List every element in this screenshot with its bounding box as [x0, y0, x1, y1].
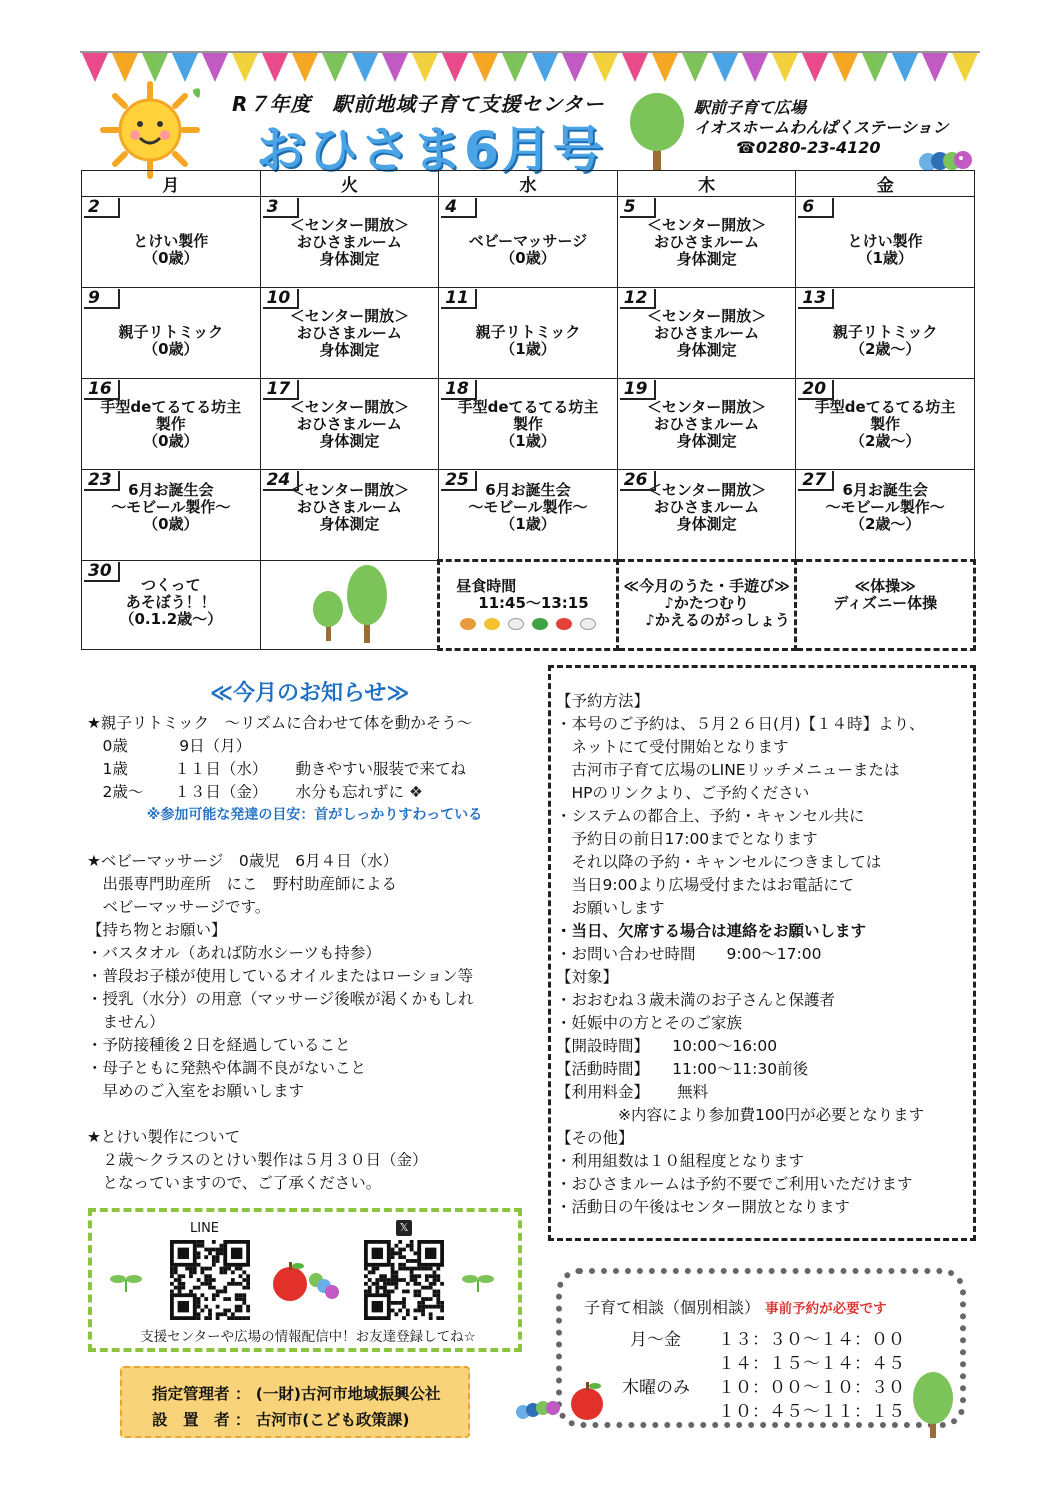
bunting-flag: [652, 53, 678, 82]
calendar-cell: [82, 197, 261, 288]
water-drop-icon: ❖: [408, 783, 423, 801]
event-line: 6月お誕生会: [128, 481, 214, 499]
bunting-flag: [802, 53, 828, 82]
day-number: 16: [84, 380, 120, 400]
event-line: 6月お誕生会: [485, 481, 571, 499]
day-number: 13: [798, 289, 834, 309]
food-icon: [484, 618, 500, 630]
event-line: ＜センター開放＞: [289, 398, 410, 416]
event-line: 製作: [155, 415, 186, 433]
massage-row: 出張専門助産所 にこ 野村助産師による: [87, 875, 398, 893]
rhythmic-row: 2歳～ １３日（金） 水分も忘れずに: [87, 783, 405, 801]
bunting-flag: [712, 53, 738, 82]
bunting-flag: [142, 53, 168, 82]
song-title: ≪今月のうた・手遊び≫: [623, 577, 790, 595]
consult-time: １０：００～１０：３０: [718, 1378, 905, 1398]
event-line: （0歳）: [143, 340, 199, 358]
tree-illustration: [908, 1370, 958, 1440]
event-line: ～モビール製作～: [468, 498, 588, 516]
song-item: ♪かたつむり: [664, 594, 749, 612]
bunting-flag: [112, 53, 138, 82]
calendar-cell: [260, 288, 439, 379]
event-line: おひさまルーム: [654, 324, 760, 342]
bunting-flag: [172, 53, 198, 82]
calendar-cell: [617, 288, 796, 379]
food-icon: [460, 618, 476, 630]
info-row: ・お問い合わせ時間 9:00～17:00: [556, 945, 822, 963]
notice-title: ≪今月のお知らせ≫: [210, 681, 410, 706]
bunting-flag: [562, 53, 588, 82]
calendar-cell: [439, 197, 618, 288]
bunting-flag: [412, 53, 438, 82]
info-row: ・利用組数は１０組程度となります: [556, 1152, 805, 1170]
event-line: ～モビール製作～: [825, 498, 945, 516]
event-line: ＜センター開放＞: [289, 307, 410, 325]
calendar-cell: [796, 288, 975, 379]
info-row: ・活動日の午後はセンター開放となります: [556, 1198, 850, 1216]
weekday-header: 水: [439, 171, 618, 197]
event-line: おひさまルーム: [654, 415, 760, 433]
massage-row: ません）: [87, 1013, 165, 1031]
caterpillar-illustration: [918, 148, 973, 172]
day-number: 24: [263, 471, 299, 491]
consult-time: １０：４５～１１：１５: [718, 1402, 905, 1422]
massage-row: ★ベビーマッサージ 0歳児 6月４日（水）: [87, 852, 399, 870]
event-line: （0歳）: [143, 515, 199, 533]
event-line: ＜センター開放＞: [289, 481, 410, 499]
massage-row: ベビーマッサージです。: [87, 898, 271, 916]
consult-thursday-label: 木曜のみ: [622, 1378, 690, 1398]
bunting-flag: [82, 53, 108, 82]
event-line: （0.1.2歳～）: [119, 610, 223, 628]
bunting-flag: [832, 53, 858, 82]
event-line: おひさまルーム: [654, 233, 760, 251]
rhythmic-title: ★親子リトミック ～リズムに合わせて体を動かそう～: [87, 714, 473, 732]
event-line: 身体測定: [676, 341, 737, 359]
event-line: とけい製作: [133, 232, 209, 250]
info-row: 【その他】: [556, 1129, 634, 1147]
event-line: とけい製作: [847, 232, 923, 250]
event-line: ＜センター開放＞: [646, 307, 767, 325]
info-row: 【利用料金】 無料: [556, 1083, 709, 1101]
event-line: （1歳）: [857, 249, 913, 267]
event-line: （2歳～）: [849, 432, 921, 450]
day-number: 11: [441, 289, 477, 309]
info-row: ・本号のご予約は、５月２６日(月)【１４時】より、: [556, 715, 925, 733]
clock-row: ★とけい製作について: [87, 1128, 241, 1146]
info-row: ※内容により参加費100円が必要となります: [556, 1106, 925, 1124]
bunting-flag: [202, 53, 228, 82]
day-number: 12: [620, 289, 656, 309]
sprout-icon: [104, 1270, 148, 1294]
event-line: （1歳）: [500, 340, 556, 358]
calendar-week-row: [82, 288, 975, 379]
bunting-flag: [772, 53, 798, 82]
event-line: ＜センター開放＞: [289, 216, 410, 234]
calendar-cell: [796, 470, 975, 561]
manager-row: 設 置 者 ： 古河市(こども政策課): [152, 1411, 410, 1429]
notice-section: [87, 712, 542, 1195]
song-item: ♪かえるのがっしょう: [645, 611, 790, 629]
day-number: 17: [263, 380, 299, 400]
event-line: おひさまルーム: [296, 233, 402, 251]
consultation-title: [584, 1295, 887, 1318]
calendar-cell: [260, 197, 439, 288]
calendar-table: [81, 170, 976, 651]
event-line: あそぼう！！: [125, 593, 216, 611]
day-number: 5: [620, 198, 656, 218]
day-number: 20: [798, 380, 834, 400]
calendar-cell: [82, 470, 261, 561]
trees-illustration: [294, 563, 404, 645]
bunting-flag: [442, 53, 468, 82]
event-line: 親子リトミック: [118, 323, 224, 341]
x-qr-code[interactable]: [364, 1240, 444, 1320]
bunting-flag: [892, 53, 918, 82]
event-line: おひさまルーム: [296, 324, 402, 342]
day-number: 3: [263, 198, 299, 218]
station-subname: イオスホームわんぱくステーション: [694, 118, 949, 137]
calendar-cell: [260, 379, 439, 470]
broccoli-icon: [532, 618, 548, 630]
event-line: 手型deてるてる坊主: [100, 398, 242, 416]
calendar-cell: [439, 470, 618, 561]
calendar-cell: [82, 561, 261, 650]
day-number: 2: [84, 198, 120, 218]
info-row: 古河市子育て広場のLINEリッチメニューまたは: [556, 761, 900, 779]
rhythmic-note: ※参加可能な発達の目安：首がしっかりすわっている: [146, 807, 483, 823]
massage-row: ・バスタオル（あれば防水シーツも持参）: [87, 944, 381, 962]
massage-row: ・予防接種後２日を経過していること: [87, 1036, 351, 1054]
event-line: 親子リトミック: [475, 323, 581, 341]
event-line: 身体測定: [319, 250, 380, 268]
info-row: 当日9:00より広場受付またはお電話にて: [556, 876, 855, 894]
event-line: 身体測定: [319, 341, 380, 359]
consult-time: １４：１５～１４：４５: [718, 1354, 905, 1374]
absence-note: ・当日、欠席する場合は連絡をお願いします: [556, 922, 867, 940]
food-icons: [440, 618, 616, 630]
calendar-cell: [439, 288, 618, 379]
rhythmic-row: 1歳 １１日（水） 動きやすい服装で来てね: [87, 760, 467, 778]
weekday-header: 火: [260, 171, 439, 197]
calendar-cell: [796, 197, 975, 288]
x-icon: 𝕏: [396, 1220, 412, 1236]
event-line: ＜センター開放＞: [646, 216, 767, 234]
info-row: ・妊娠中の方とそのご家族: [556, 1014, 743, 1032]
event-line: 身体測定: [676, 432, 737, 450]
event-line: 身体測定: [319, 432, 380, 450]
massage-row: ・普段お子様が使用しているオイルまたはローション等: [87, 967, 474, 985]
event-line: （2歳～）: [849, 515, 921, 533]
calendar-cell: [82, 379, 261, 470]
bunting-flag: [232, 53, 258, 82]
line-label: LINE: [190, 1221, 220, 1236]
rice-ball-icon: [580, 618, 596, 630]
event-line: おひさまルーム: [296, 415, 402, 433]
event-line: （2歳～）: [849, 340, 921, 358]
weekday-header: 金: [796, 171, 975, 197]
sprout-icon: [456, 1270, 500, 1294]
lunch-title: 昼食時間: [456, 577, 517, 595]
massage-row: ・授乳（水分）の用意（マッサージ後喉が渇くかもしれ: [87, 990, 474, 1008]
consult-time: １３：３０～１４：００: [718, 1330, 905, 1350]
calendar-week-row: [82, 379, 975, 470]
sun-illustration: [95, 80, 205, 180]
reservation-note: 事前予約が必要です: [765, 1301, 887, 1317]
header-subtitle: R７年度 駅前地域子育て支援センター: [232, 92, 605, 116]
event-line: 製作: [870, 415, 901, 433]
calendar-cell: [260, 470, 439, 561]
apple-caterpillar-illustration: [270, 1258, 340, 1304]
info-row: 【対象】: [556, 968, 619, 986]
massage-row: 早めのご入室をお願いします: [87, 1082, 305, 1100]
station-name: 駅前子育て広場: [694, 98, 807, 117]
info-row: 【活動時間】 11:00～11:30前後: [556, 1060, 809, 1078]
lunch-cell: [439, 561, 618, 650]
bunting-flag: [292, 53, 318, 82]
event-line: （0歳）: [143, 432, 199, 450]
bunting-decoration: [80, 50, 980, 84]
exercise-name: ディズニー体操: [833, 594, 938, 612]
event-line: 身体測定: [319, 515, 380, 533]
bunting-flag: [322, 53, 348, 82]
calendar-week-row: [82, 197, 975, 288]
manager-box: [120, 1366, 470, 1438]
calendar-cell: [617, 379, 796, 470]
sns-caption: 支援センターや広場の情報配信中！お友達登録してね☆: [140, 1329, 476, 1345]
event-line: （0歳）: [143, 249, 199, 267]
day-number: 4: [441, 198, 477, 218]
song-cell: [617, 561, 796, 650]
day-number: 6: [798, 198, 834, 218]
info-row: ・おひさまルームは予約不要でご利用いただけます: [556, 1175, 913, 1193]
info-section: [556, 690, 976, 1219]
consultation-title-text: 子育て相談（個別相談）: [584, 1298, 761, 1317]
bunting-flag: [622, 53, 648, 82]
rhythmic-row-wrap: [87, 781, 542, 804]
exercise-cell: [796, 561, 975, 650]
event-line: （1歳）: [500, 515, 556, 533]
info-row: それ以降の予約・キャンセルにつきましては: [556, 853, 882, 871]
rhythmic-row: 0歳 9日（月）: [87, 737, 252, 755]
station-info: [694, 98, 948, 158]
bunting-flag: [952, 53, 978, 82]
day-number: 30: [84, 562, 120, 582]
info-row: 【開設時間】 10:00～16:00: [556, 1037, 778, 1055]
event-line: 身体測定: [676, 250, 737, 268]
line-qr-code[interactable]: [170, 1240, 250, 1320]
info-row: ネットにて受付開始となります: [556, 738, 789, 756]
caterpillar-apple-illustration: [515, 1380, 610, 1424]
calendar-cell: [796, 379, 975, 470]
info-row: HPのリンクより、ご予約ください: [556, 784, 810, 802]
day-number: 9: [84, 289, 120, 309]
massage-row: 【持ち物とお願い】: [87, 921, 227, 939]
bunting-flag: [382, 53, 408, 82]
bunting-flag: [472, 53, 498, 82]
event-line: 親子リトミック: [832, 323, 938, 341]
rice-ball-icon: [508, 618, 524, 630]
tree-illustration: [628, 92, 686, 172]
info-row: ・システムの都合上、予約・キャンセル共に: [556, 807, 865, 825]
day-number: 18: [441, 380, 477, 400]
calendar-cell-trees: [260, 561, 439, 650]
bunting-flag: [682, 53, 708, 82]
day-number: 25: [441, 471, 477, 491]
event-line: （1歳）: [500, 432, 556, 450]
clock-row: となっていますので、ご了承ください。: [87, 1174, 382, 1192]
bunting-flag: [742, 53, 768, 82]
day-number: 26: [620, 471, 656, 491]
consult-weekday-label: 月～金: [630, 1330, 681, 1350]
clock-row: ２歳～クラスのとけい製作は５月３０日（金）: [87, 1151, 428, 1169]
event-line: ＜センター開放＞: [646, 481, 767, 499]
calendar-week-row: [82, 470, 975, 561]
page-title: おひさま6月号: [256, 121, 605, 179]
info-row: ・おおむね３歳未満のお子さんと保護者: [556, 991, 836, 1009]
calendar-cell: [617, 470, 796, 561]
event-line: ベビーマッサージ: [468, 232, 588, 250]
day-number: 19: [620, 380, 656, 400]
calendar-cell: [82, 288, 261, 379]
bunting-flag: [862, 53, 888, 82]
massage-row: ・母子ともに発熱や体調不良がないこと: [87, 1059, 367, 1077]
info-row: 【予約方法】: [556, 692, 650, 710]
event-line: おひさまルーム: [654, 498, 760, 516]
bunting-flag: [592, 53, 618, 82]
bunting-flag: [532, 53, 558, 82]
event-line: つくって: [140, 576, 201, 594]
event-line: 手型deてるてる坊主: [814, 398, 956, 416]
calendar-cell: [617, 197, 796, 288]
event-line: 身体測定: [676, 515, 737, 533]
day-number: 23: [84, 471, 120, 491]
day-number: 10: [263, 289, 299, 309]
weekday-header: 月: [82, 171, 261, 197]
calendar-cell: [439, 379, 618, 470]
info-row: お願いします: [556, 899, 665, 917]
exercise-title: ≪体操≫: [854, 577, 916, 595]
bunting-flag: [502, 53, 528, 82]
bunting-flag: [352, 53, 378, 82]
tomato-icon: [556, 618, 572, 630]
event-line: ＜センター開放＞: [646, 398, 767, 416]
event-line: 手型deてるてる坊主: [457, 398, 599, 416]
bunting-flag: [922, 53, 948, 82]
station-phone[interactable]: ☎0280-23-4120: [736, 138, 881, 157]
event-line: 6月お誕生会: [842, 481, 928, 499]
event-line: （0歳）: [500, 249, 556, 267]
manager-row: 指定管理者 ： (一財)古河市地域振興公社: [152, 1385, 441, 1403]
lunch-time: 11:45～13:15: [478, 594, 589, 612]
event-line: 製作: [512, 415, 543, 433]
weekday-header: 木: [617, 171, 796, 197]
day-number: 27: [798, 471, 834, 491]
bunting-flag: [262, 53, 288, 82]
event-line: ～モビール製作～: [111, 498, 231, 516]
event-line: おひさまルーム: [296, 498, 402, 516]
info-row: 予約日の前日17:00までとなります: [556, 830, 818, 848]
